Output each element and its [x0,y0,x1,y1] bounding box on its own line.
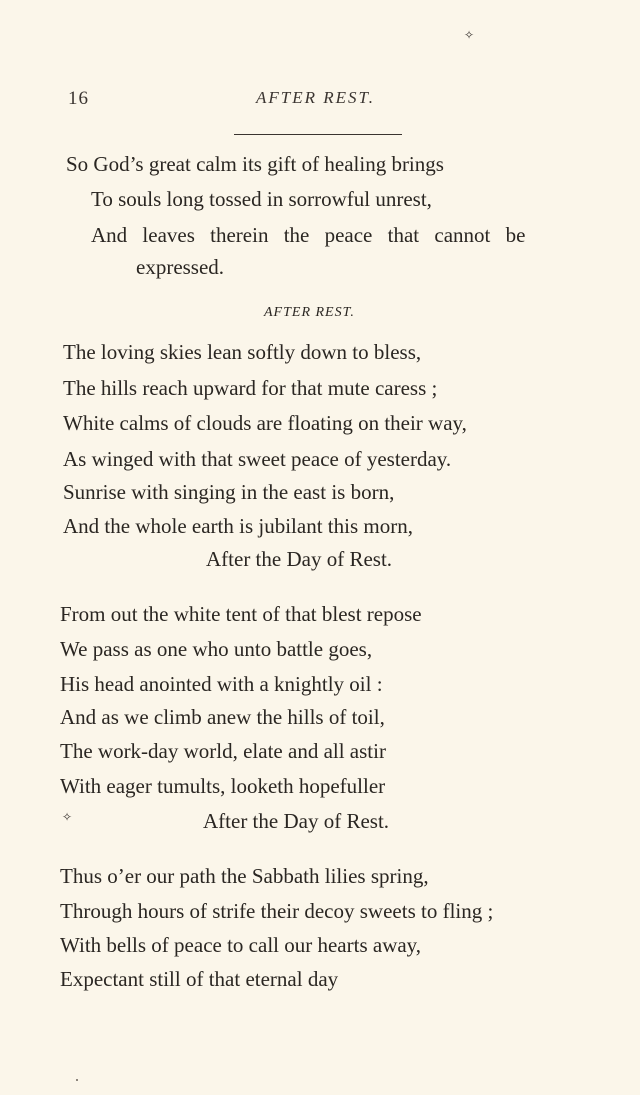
margin-mark: ✧ [62,810,73,824]
poem-line: And the whole earth is jubilant this morn, [63,514,413,538]
poem-line: The work-day world, elate and all astir [60,739,386,763]
poem-title: AFTER REST. [264,305,355,320]
page-number: 16 [68,88,89,109]
poem-line: From out the white tent of that blest repose [60,602,422,626]
poem-line: Sunrise with singing in the east is born, [63,480,395,504]
previous-poem-line: So God’s great calm its gift of healing brings [66,152,444,176]
ink-dot [76,1079,78,1081]
poem-line: Expectant still of that eternal day [60,967,339,991]
poem-line: The loving skies lean softly down to bless, [63,340,422,364]
poem-line: The hills reach upward for that mute caress ; [63,376,438,400]
poem-line: With bells of peace to call our hearts away, [60,933,422,957]
previous-poem-line: And leaves therein the peace that cannot be [91,223,526,247]
poem-line: White calms of clouds are floating on their way, [63,411,467,435]
poem-line: We pass as one who unto battle goes, [60,637,373,661]
refrain-line: After the Day of Rest. [206,547,393,571]
ink-speck: ✧ [464,28,475,42]
poem-line: And as we climb anew the hills of toil, [60,705,385,729]
poem-line: His head anointed with a knightly oil : [60,672,383,696]
poem-line: Through hours of strife their decoy sweets to fling ; [60,899,494,923]
previous-poem-line: expressed. [136,255,225,279]
poem-line: As winged with that sweet peace of yesterday. [63,447,452,471]
poem-line: Thus o’er our path the Sabbath lilies spring, [60,864,429,888]
previous-poem-line: To souls long tossed in sorrowful unrest, [91,187,432,211]
refrain-line: After the Day of Rest. [203,809,390,833]
running-head: AFTER REST. [256,88,375,107]
poem-line: With eager tumults, looketh hopefuller [60,774,386,798]
header-rule [234,134,402,135]
